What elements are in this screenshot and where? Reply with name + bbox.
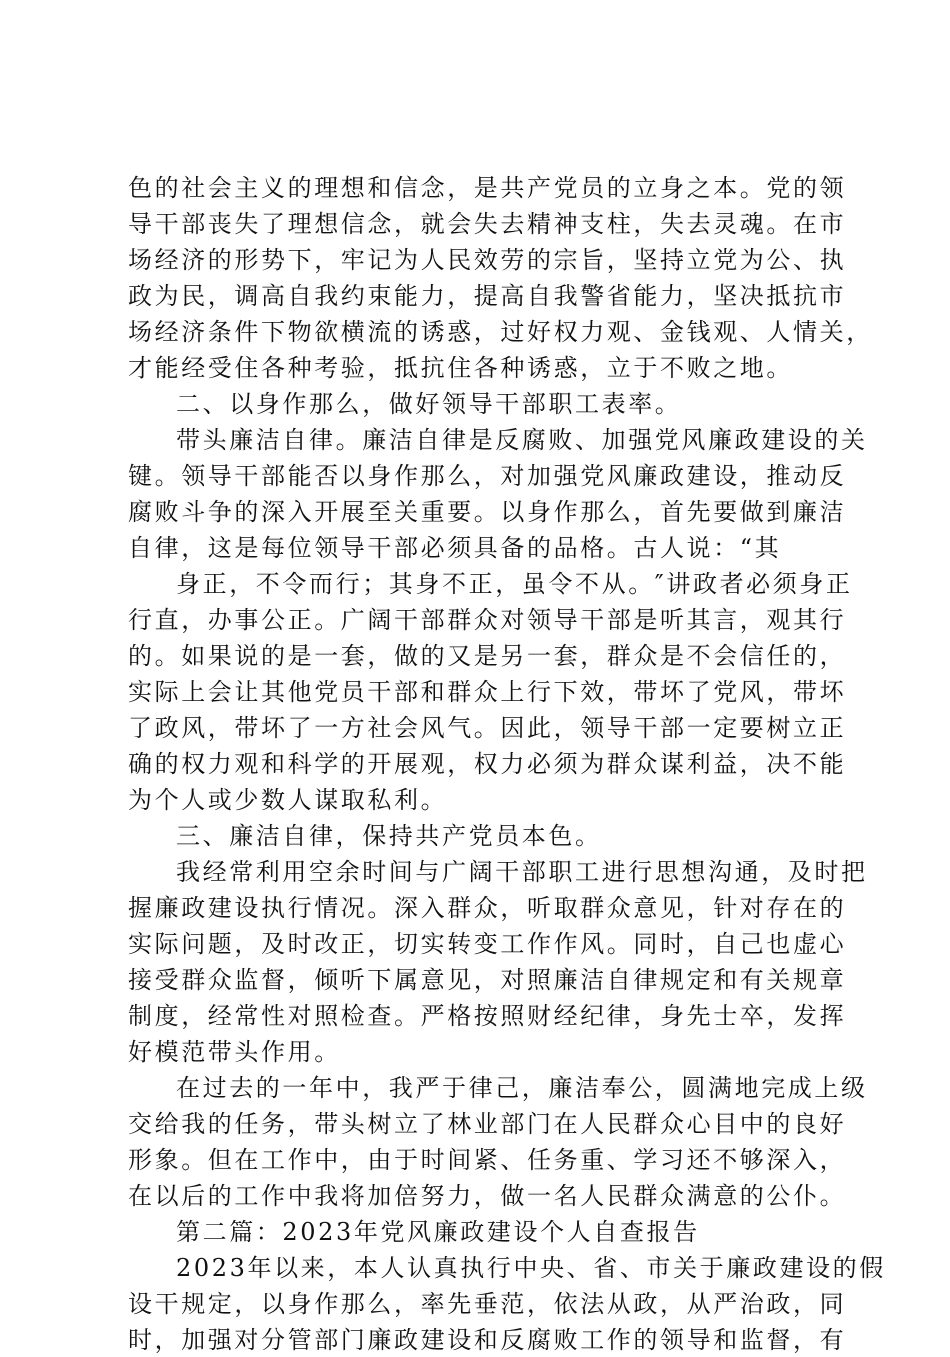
- text-line: 才能经受住各种考验，抵抗住各种诱惑，立于不败之地。: [128, 354, 793, 382]
- text-line: 形象。但在工作中，由于时间紧、任务重、学习还不够深入，: [128, 1146, 847, 1174]
- text-line: 制度，经常性对照检查。严格按照财经纪律，身先士卒，发挥: [128, 1002, 847, 1030]
- text-line: 导干部丧失了理想信念，就会失去精神支柱，失去灵魂。在市: [128, 210, 847, 238]
- section-heading: 二、以身作那么，做好领导干部职工表率。: [176, 390, 682, 418]
- text-line: 时，加强对分管部门廉政建设和反腐败工作的领导和监督，有: [128, 1326, 847, 1354]
- text-line: 设干规定，以身作那么，率先垂范，依法从政，从严治政，同: [128, 1290, 847, 1318]
- text-line: 身正，不令而行；其身不正，虽令不从。″讲政者必须身正: [176, 570, 853, 598]
- text-line: 在过去的一年中，我严于律己，廉洁奉公，圆满地完成上级: [176, 1074, 868, 1102]
- text-line: 色的社会主义的理想和信念，是共产党员的立身之本。党的领: [128, 174, 847, 202]
- text-line: 政为民，调高自我约束能力，提高自我警省能力，坚决抵抗市: [128, 282, 847, 310]
- text-line: 为个人或少数人谋取私利。: [128, 786, 448, 814]
- text-line: 握廉政建设执行情况。深入群众，听取群众意见，针对存在的: [128, 894, 847, 922]
- text-line: 带头廉洁自律。廉洁自律是反腐败、加强党风廉政建设的关: [176, 426, 868, 454]
- text-line: 场经济条件下物欲横流的诱惑，过好权力观、金钱观、人情关，: [128, 318, 873, 346]
- section-heading: 三、廉洁自律，保持共产党员本色。: [176, 822, 602, 850]
- text-line: 交给我的任务，带头树立了林业部门在人民群众心目中的良好: [128, 1110, 847, 1138]
- text-line: 实际问题，及时改正，切实转变工作作风。同时，自己也虚心: [128, 930, 847, 958]
- text-line: 实际上会让其他党员干部和群众上行下效，带坏了党风，带坏: [128, 678, 847, 706]
- text-line: 好模范带头作用。: [128, 1038, 341, 1066]
- text-line: 场经济的形势下，牢记为人民效劳的宗旨，坚持立党为公、执: [128, 246, 847, 274]
- text-line: 键。领导干部能否以身作那么，对加强党风廉政建设，推动反: [128, 462, 847, 490]
- text-line: 了政风，带坏了一方社会风气。因此，领导干部一定要树立正: [128, 714, 847, 742]
- text-line: 行直，办事公正。广阔干部群众对领导干部是听其言，观其行: [128, 606, 847, 634]
- chapter-heading: 第二篇：2023年党风廉政建设个人自查报告: [176, 1218, 700, 1246]
- text-line: 接受群众监督，倾听下属意见，对照廉洁自律规定和有关规章: [128, 966, 847, 994]
- text-line: 2023年以来，本人认真执行中央、省、市关于廉政建设的假: [176, 1254, 886, 1282]
- text-line: 确的权力观和科学的开展观，权力必须为群众谋利益，决不能: [128, 750, 847, 778]
- text-line: 腐败斗争的深入开展至关重要。以身作那么，首先要做到廉洁: [128, 498, 847, 526]
- text-line: 在以后的工作中我将加倍努力，做一名人民群众满意的公仆。: [128, 1182, 847, 1210]
- text-line: 我经常利用空余时间与广阔干部职工进行思想沟通，及时把: [176, 858, 868, 886]
- text-line: 的。如果说的是一套，做的又是另一套，群众是不会信任的，: [128, 642, 847, 670]
- text-line: 自律，这是每位领导干部必须具备的品格。古人说：“其: [128, 534, 782, 562]
